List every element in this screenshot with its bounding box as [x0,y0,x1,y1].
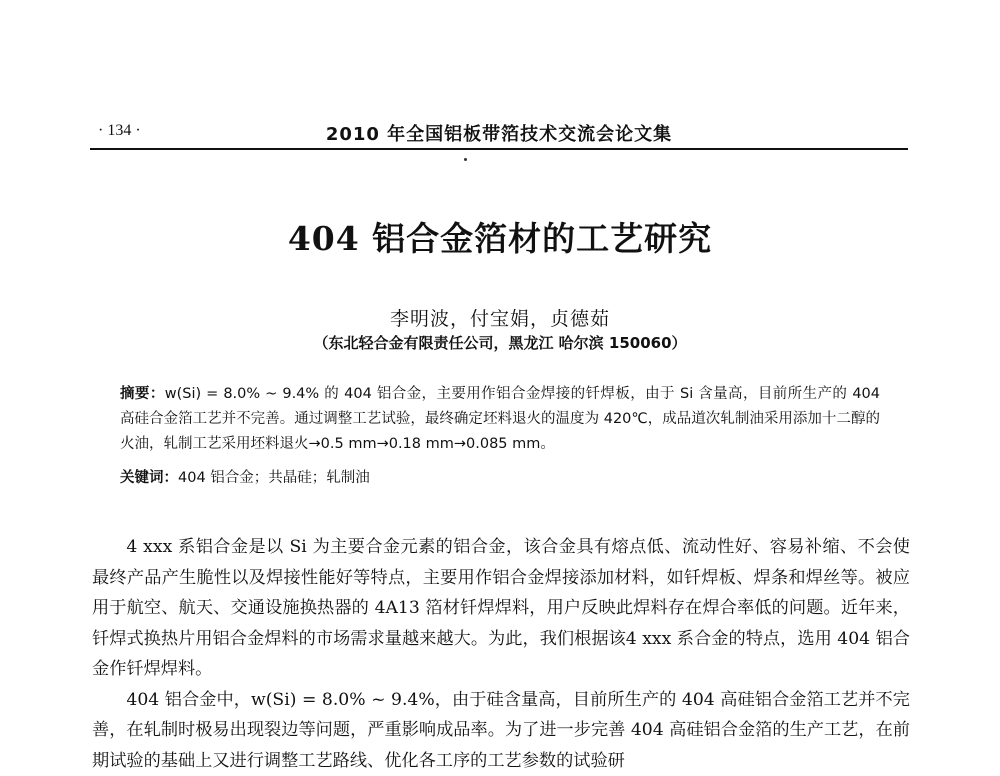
paper-title: 404 铝合金箔材的工艺研究 [0,213,1000,260]
page-number: · 134 · [98,122,141,140]
affiliation: （东北轻合金有限责任公司，黑龙江 哈尔滨 150060） [0,332,1000,353]
body-text [92,532,910,776]
keywords-text: 404 铝合金；共晶硅；轧制油 [178,470,370,486]
header-dot [464,158,467,161]
body-paragraph: 4 xxx 系铝合金是以 Si 为主要合金元素的铝合金，该合金具有熔点低、流动性好、容易补缩、不会使最终产品产生脆性以及焊接性能好等特点，主要用作铝合金焊接添加材料，如钎焊板、焊条和焊丝等。被应用于航空、航天、交通设施换热器的 4A13 箔材钎焊焊料，用户反映此焊料存在焊合率低的问题。近年来，钎焊式换热片用铝合金焊料的市场需求量越来越大。为此，我们根据该4 xxx 系合金的特点，选用 404 铝合金作钎焊焊料。 [92,532,910,685]
abstract [120,382,880,457]
journal-title: 2010 年全国铝板带箔技术交流会论文集 [90,120,908,146]
authors: 李明波，付宝娟，贞德茹 [0,304,1000,331]
keywords-label: 关键词： [120,470,178,486]
abstract-label: 摘要： [120,386,165,402]
keywords [120,466,880,491]
running-header [90,118,908,150]
abstract-text: w(Si) = 8.0% ~ 9.4% 的 404 铝合金，主要用作铝合金焊接的钎焊板，由于 Si 含量高，目前所生产的 404 高硅合金箔工艺并不完善。通过调整工艺试验，最终确定坯料退火的温度为 420℃，成品道次轧制油采用添加十二醇的火油，轧制工艺采用坯料退火→0.5 mm→0.18 mm→0.085 mm。 [120,386,880,452]
body-paragraph: 404 铝合金中，w(Si) = 8.0% ~ 9.4%，由于硅含量高，目前所生产的 404 高硅铝合金箔工艺并不完善，在轧制时极易出现裂边等问题，严重影响成品率。为了进一步完善 404 高硅铝合金箔的生产工艺，在前期试验的基础上又进行调整工艺路线、优化各工序的工艺参数的试验研 [92,685,910,776]
